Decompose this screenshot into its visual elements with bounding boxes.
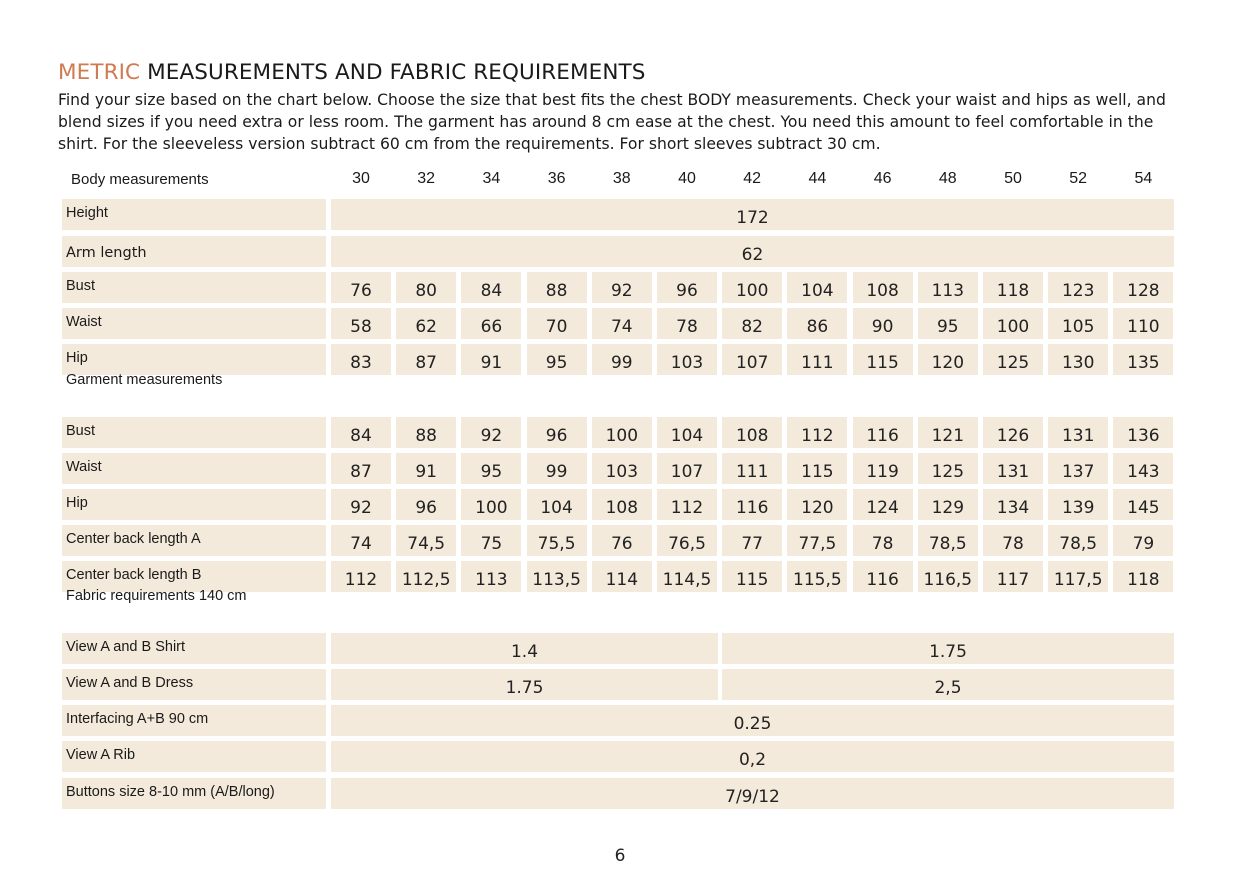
table-cell: 108 (853, 272, 913, 303)
page-number: 6 (614, 846, 626, 866)
table-cell: 123 (1048, 272, 1108, 303)
table-cell: 99 (592, 344, 652, 375)
table-cell: 75 (461, 525, 521, 556)
intro-paragraph: Find your size based on the chart below. Choose the size that best fits the chest BODY measurements. Check your waist and hips as well, and blend sizes if you need extra or less room. The garment has around 8 cm ease at the chest. You need this amount to feel comfortable in the shirt. For the sleeveless version subtract 60 cm from the requirements. For short sleeves subtract 30 cm. (58, 91, 1166, 153)
table-cell: 103 (592, 453, 652, 484)
table-cell: 125 (918, 453, 978, 484)
row-label: Bust (62, 417, 326, 448)
row-label: Buttons size 8-10 mm (A/B/long) (62, 778, 326, 809)
table-cell: 95 (461, 453, 521, 484)
table-cell: 96 (527, 417, 587, 448)
row-label: Bust (62, 272, 326, 303)
table-cell: 107 (657, 453, 717, 484)
table-cell: 115,5 (787, 561, 847, 592)
table-cell: 78 (657, 308, 717, 339)
table-cell: 83 (331, 344, 391, 375)
table-cell: 88 (527, 272, 587, 303)
table-cell: 74 (331, 525, 391, 556)
size-header: 48 (938, 170, 957, 187)
table-cell: 104 (787, 272, 847, 303)
size-header: 42 (743, 170, 762, 187)
page-title (58, 60, 646, 85)
table-cell: 117,5 (1048, 561, 1108, 592)
table-cell: 92 (331, 489, 391, 520)
table-cell: 87 (396, 344, 456, 375)
table-cell: 116 (722, 489, 782, 520)
table-cell: 75,5 (527, 525, 587, 556)
table-cell: 70 (527, 308, 587, 339)
table-cell: 111 (722, 453, 782, 484)
table-cell: 95 (918, 308, 978, 339)
table-cell: 96 (657, 272, 717, 303)
table-cell: 114 (592, 561, 652, 592)
table-cell: 100 (722, 272, 782, 303)
size-header: 50 (1004, 170, 1022, 187)
row-label: View A Rib (62, 741, 326, 772)
merged-cell: 1.4 (331, 633, 718, 664)
table-cell: 117 (983, 561, 1043, 592)
table-cell: 108 (722, 417, 782, 448)
table-cell: 129 (918, 489, 978, 520)
table-cell: 119 (853, 453, 913, 484)
table-cell: 115 (787, 453, 847, 484)
table-cell: 116,5 (918, 561, 978, 592)
size-header: 30 (352, 170, 370, 187)
table-cell: 62 (396, 308, 456, 339)
merged-cell: 0,2 (331, 741, 1174, 772)
table-cell: 76,5 (657, 525, 717, 556)
table-cell: 74 (592, 308, 652, 339)
table-cell: 121 (918, 417, 978, 448)
table-cell: 91 (396, 453, 456, 484)
table-cell: 112 (787, 417, 847, 448)
table-cell: 78 (983, 525, 1043, 556)
merged-cell: 2,5 (722, 669, 1174, 700)
table-cell: 116 (853, 561, 913, 592)
row-label: Hip (62, 489, 326, 520)
table-cell: 100 (983, 308, 1043, 339)
table-cell: 104 (657, 417, 717, 448)
table-cell: 137 (1048, 453, 1108, 484)
table-cell: 135 (1113, 344, 1173, 375)
merged-cell: 0.25 (331, 705, 1174, 736)
table-cell: 78,5 (918, 525, 978, 556)
row-label: Interfacing A+B 90 cm (62, 705, 326, 736)
table-cell: 125 (983, 344, 1043, 375)
merged-cell: 172 (331, 199, 1174, 230)
table-cell: 96 (396, 489, 456, 520)
table-cell: 103 (657, 344, 717, 375)
table-cell: 128 (1113, 272, 1173, 303)
table-cell: 110 (1113, 308, 1173, 339)
table-cell: 87 (331, 453, 391, 484)
table-cell: 116 (853, 417, 913, 448)
table-cell: 58 (331, 308, 391, 339)
row-label: View A and B Dress (62, 669, 326, 700)
merged-cell: 62 (331, 236, 1174, 267)
table-cell: 84 (461, 272, 521, 303)
table-cell: 84 (331, 417, 391, 448)
size-header: 40 (678, 170, 696, 187)
table-cell: 76 (592, 525, 652, 556)
table-cell: 99 (527, 453, 587, 484)
table-cell: 118 (1113, 561, 1173, 592)
table-cell: 113,5 (527, 561, 587, 592)
table-cell: 92 (461, 417, 521, 448)
merged-cell: 1.75 (331, 669, 718, 700)
row-label: Height (62, 199, 326, 230)
table-cell: 134 (983, 489, 1043, 520)
table-cell: 139 (1048, 489, 1108, 520)
merged-cell: 7/9/12 (331, 778, 1174, 809)
table-cell: 80 (396, 272, 456, 303)
table-cell: 126 (983, 417, 1043, 448)
size-header: 34 (482, 170, 501, 187)
table-cell: 136 (1113, 417, 1173, 448)
size-header: 52 (1069, 170, 1088, 187)
table-cell: 100 (592, 417, 652, 448)
table-cell: 115 (722, 561, 782, 592)
table-cell: 76 (331, 272, 391, 303)
table-cell: 118 (983, 272, 1043, 303)
table-cell: 131 (1048, 417, 1108, 448)
table-cell: 82 (722, 308, 782, 339)
table-cell: 66 (461, 308, 521, 339)
table-cell: 111 (787, 344, 847, 375)
size-header: 46 (873, 170, 892, 187)
header-label: Body measurements (71, 171, 209, 188)
table-cell: 78,5 (1048, 525, 1108, 556)
table-cell: 143 (1113, 453, 1173, 484)
row-label: Waist (62, 453, 326, 484)
table-cell: 77,5 (787, 525, 847, 556)
table-cell: 112 (657, 489, 717, 520)
row-label: View A and B Shirt (62, 633, 326, 664)
table-cell: 77 (722, 525, 782, 556)
table-cell: 124 (853, 489, 913, 520)
table-cell: 86 (787, 308, 847, 339)
table-cell: 130 (1048, 344, 1108, 375)
row-label: Center back length B (62, 561, 326, 592)
table-cell: 145 (1113, 489, 1173, 520)
table-cell: 91 (461, 344, 521, 375)
merged-cell: 1.75 (722, 633, 1174, 664)
table-cell: 90 (853, 308, 913, 339)
table-cell: 104 (527, 489, 587, 520)
row-label: Hip (62, 344, 326, 375)
size-header: 32 (417, 170, 436, 187)
table-cell: 120 (787, 489, 847, 520)
size-header: 38 (612, 170, 631, 187)
table-cell: 113 (918, 272, 978, 303)
table-cell: 107 (722, 344, 782, 375)
table-cell: 88 (396, 417, 456, 448)
section-heading: Garment measurements (66, 372, 223, 388)
table-cell: 74,5 (396, 525, 456, 556)
row-label: Center back length A (62, 525, 326, 556)
row-label: Waist (62, 308, 326, 339)
size-header: 54 (1134, 170, 1153, 187)
table-cell: 100 (461, 489, 521, 520)
table-cell: 79 (1113, 525, 1173, 556)
size-header: 44 (808, 170, 827, 187)
table-cell: 112,5 (396, 561, 456, 592)
title-accent: METRIC (58, 60, 141, 85)
table-cell: 120 (918, 344, 978, 375)
table-cell: 92 (592, 272, 652, 303)
table-cell: 112 (331, 561, 391, 592)
title-rest: MEASUREMENTS AND FABRIC REQUIREMENTS (140, 60, 646, 85)
table-cell: 114,5 (657, 561, 717, 592)
table-cell: 105 (1048, 308, 1108, 339)
table-cell: 108 (592, 489, 652, 520)
table-cell: 115 (853, 344, 913, 375)
table-cell: 131 (983, 453, 1043, 484)
table-cell: 95 (527, 344, 587, 375)
section-heading: Fabric requirements 140 cm (66, 588, 247, 604)
table-cell: 113 (461, 561, 521, 592)
row-label: Arm length (62, 236, 326, 267)
size-header: 36 (547, 170, 566, 187)
table-cell: 78 (853, 525, 913, 556)
